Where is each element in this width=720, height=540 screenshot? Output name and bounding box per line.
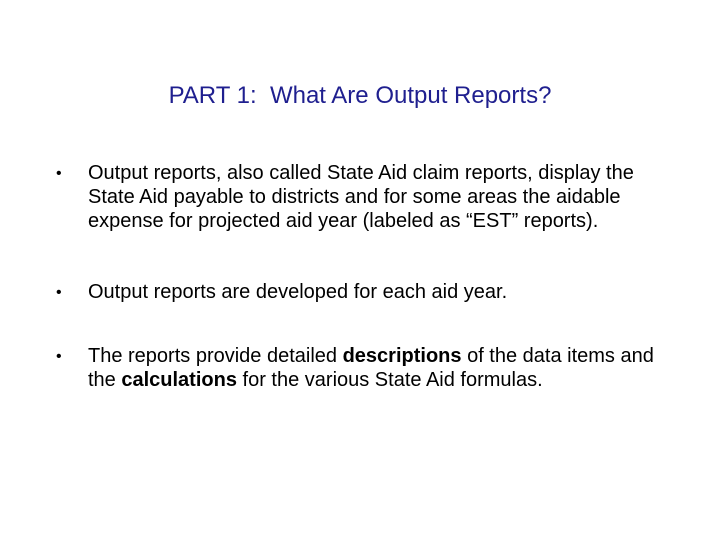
bullet-emphasis-calculations: calculations	[121, 369, 237, 391]
bullet-item	[56, 344, 666, 392]
bullet-text: Output reports, also called State Aid claim reports, display the State Aid payable to districts and for some areas the aidable expense for projected aid year (labeled as “EST” reports).	[88, 162, 634, 232]
bullet-dot-icon: •	[56, 348, 62, 365]
bullet-item	[56, 161, 666, 233]
bullet-emphasis-descriptions: descriptions	[342, 345, 462, 367]
bullet-text-part: for the various State Aid formulas.	[236, 369, 543, 391]
bullet-dot-icon: •	[56, 284, 62, 301]
bullet-text: Output reports are developed for each aid year.	[88, 281, 508, 303]
bullet-text-part: The reports provide detailed	[88, 345, 343, 367]
bullet-list	[56, 161, 666, 392]
slide-title: PART 1: What Are Output Reports?	[168, 82, 552, 109]
bullet-item	[56, 280, 666, 304]
bullet-dot-icon: •	[56, 165, 62, 182]
bullet-text-part: of the data items and the	[88, 345, 654, 391]
